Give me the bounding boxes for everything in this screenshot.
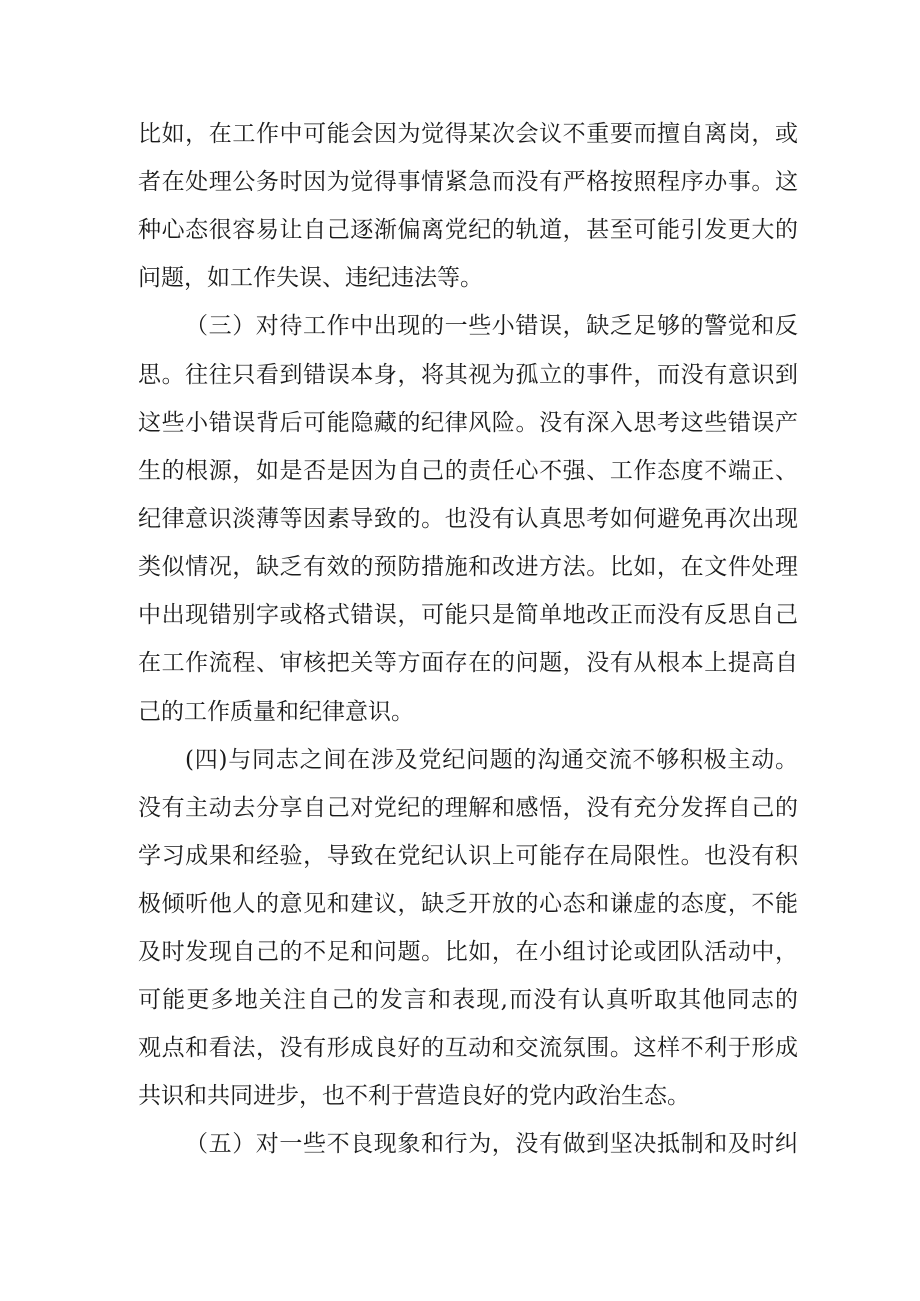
section-heading-three: （三）对待工作中出现的一些小错误，缺乏足够的警觉和反 — [185, 313, 798, 339]
text-line: 没有主动去分享自己对党纪的理解和感悟，没有充分发挥自己的 — [138, 795, 798, 821]
text-line: 类似情况，缺乏有效的预防措施和改进方法。比如，在文件处理 — [138, 554, 798, 580]
text-line: 生的根源，如是否是因为自己的责任心不强、工作态度不端正、 — [138, 458, 798, 484]
text-line: 者在处理公务时因为觉得事情紧急而没有严格按照程序办事。这 — [138, 169, 798, 195]
section-heading-four: (四)与同志之间在涉及党纪问题的沟通交流不够积极主动。 — [185, 747, 798, 773]
text-line: 这些小错误背后可能隐藏的纪律风险。没有深入思考这些错误产 — [138, 410, 798, 436]
text-line: 中出现错别字或格式错误，可能只是简单地改正而没有反思自己 — [138, 602, 798, 628]
text-line: 思。往往只看到错误本身，将其视为孤立的事件，而没有意识到 — [138, 362, 798, 388]
section-heading-five: （五）对一些不良现象和行为，没有做到坚决抵制和及时纠 — [185, 1131, 798, 1157]
text-line: 在工作流程、审核把关等方面存在的问题，没有从根本上提高自 — [138, 650, 798, 676]
text-line: 可能更多地关注自己的发言和表现,而没有认真听取其他同志的 — [138, 987, 798, 1013]
text-line: 及时发现自己的不足和问题。比如，在小组讨论或团队活动中， — [138, 939, 798, 965]
text-line: 己的工作质量和纪律意识。 — [138, 699, 414, 725]
text-line: 问题，如工作失误、违纪违法等。 — [138, 265, 483, 291]
text-line: 共识和共同进步，也不利于营造良好的党内政治生态。 — [138, 1083, 690, 1109]
text-line: 学习成果和经验，导致在党纪认识上可能存在局限性。也没有积 — [138, 843, 798, 869]
text-line: 观点和看法，没有形成良好的互动和交流氛围。这样不利于形成 — [138, 1035, 798, 1061]
text-line: 比如，在工作中可能会因为觉得某次会议不重要而擅自离岗，或 — [138, 121, 798, 147]
text-line: 极倾听他人的意见和建议，缺乏开放的心态和谦虚的态度，不能 — [138, 891, 798, 917]
text-line: 纪律意识淡薄等因素导致的。也没有认真思考如何避免再次出现 — [138, 506, 798, 532]
text-line: 种心态很容易让自己逐渐偏离党纪的轨道，甚至可能引发更大的 — [138, 217, 798, 243]
